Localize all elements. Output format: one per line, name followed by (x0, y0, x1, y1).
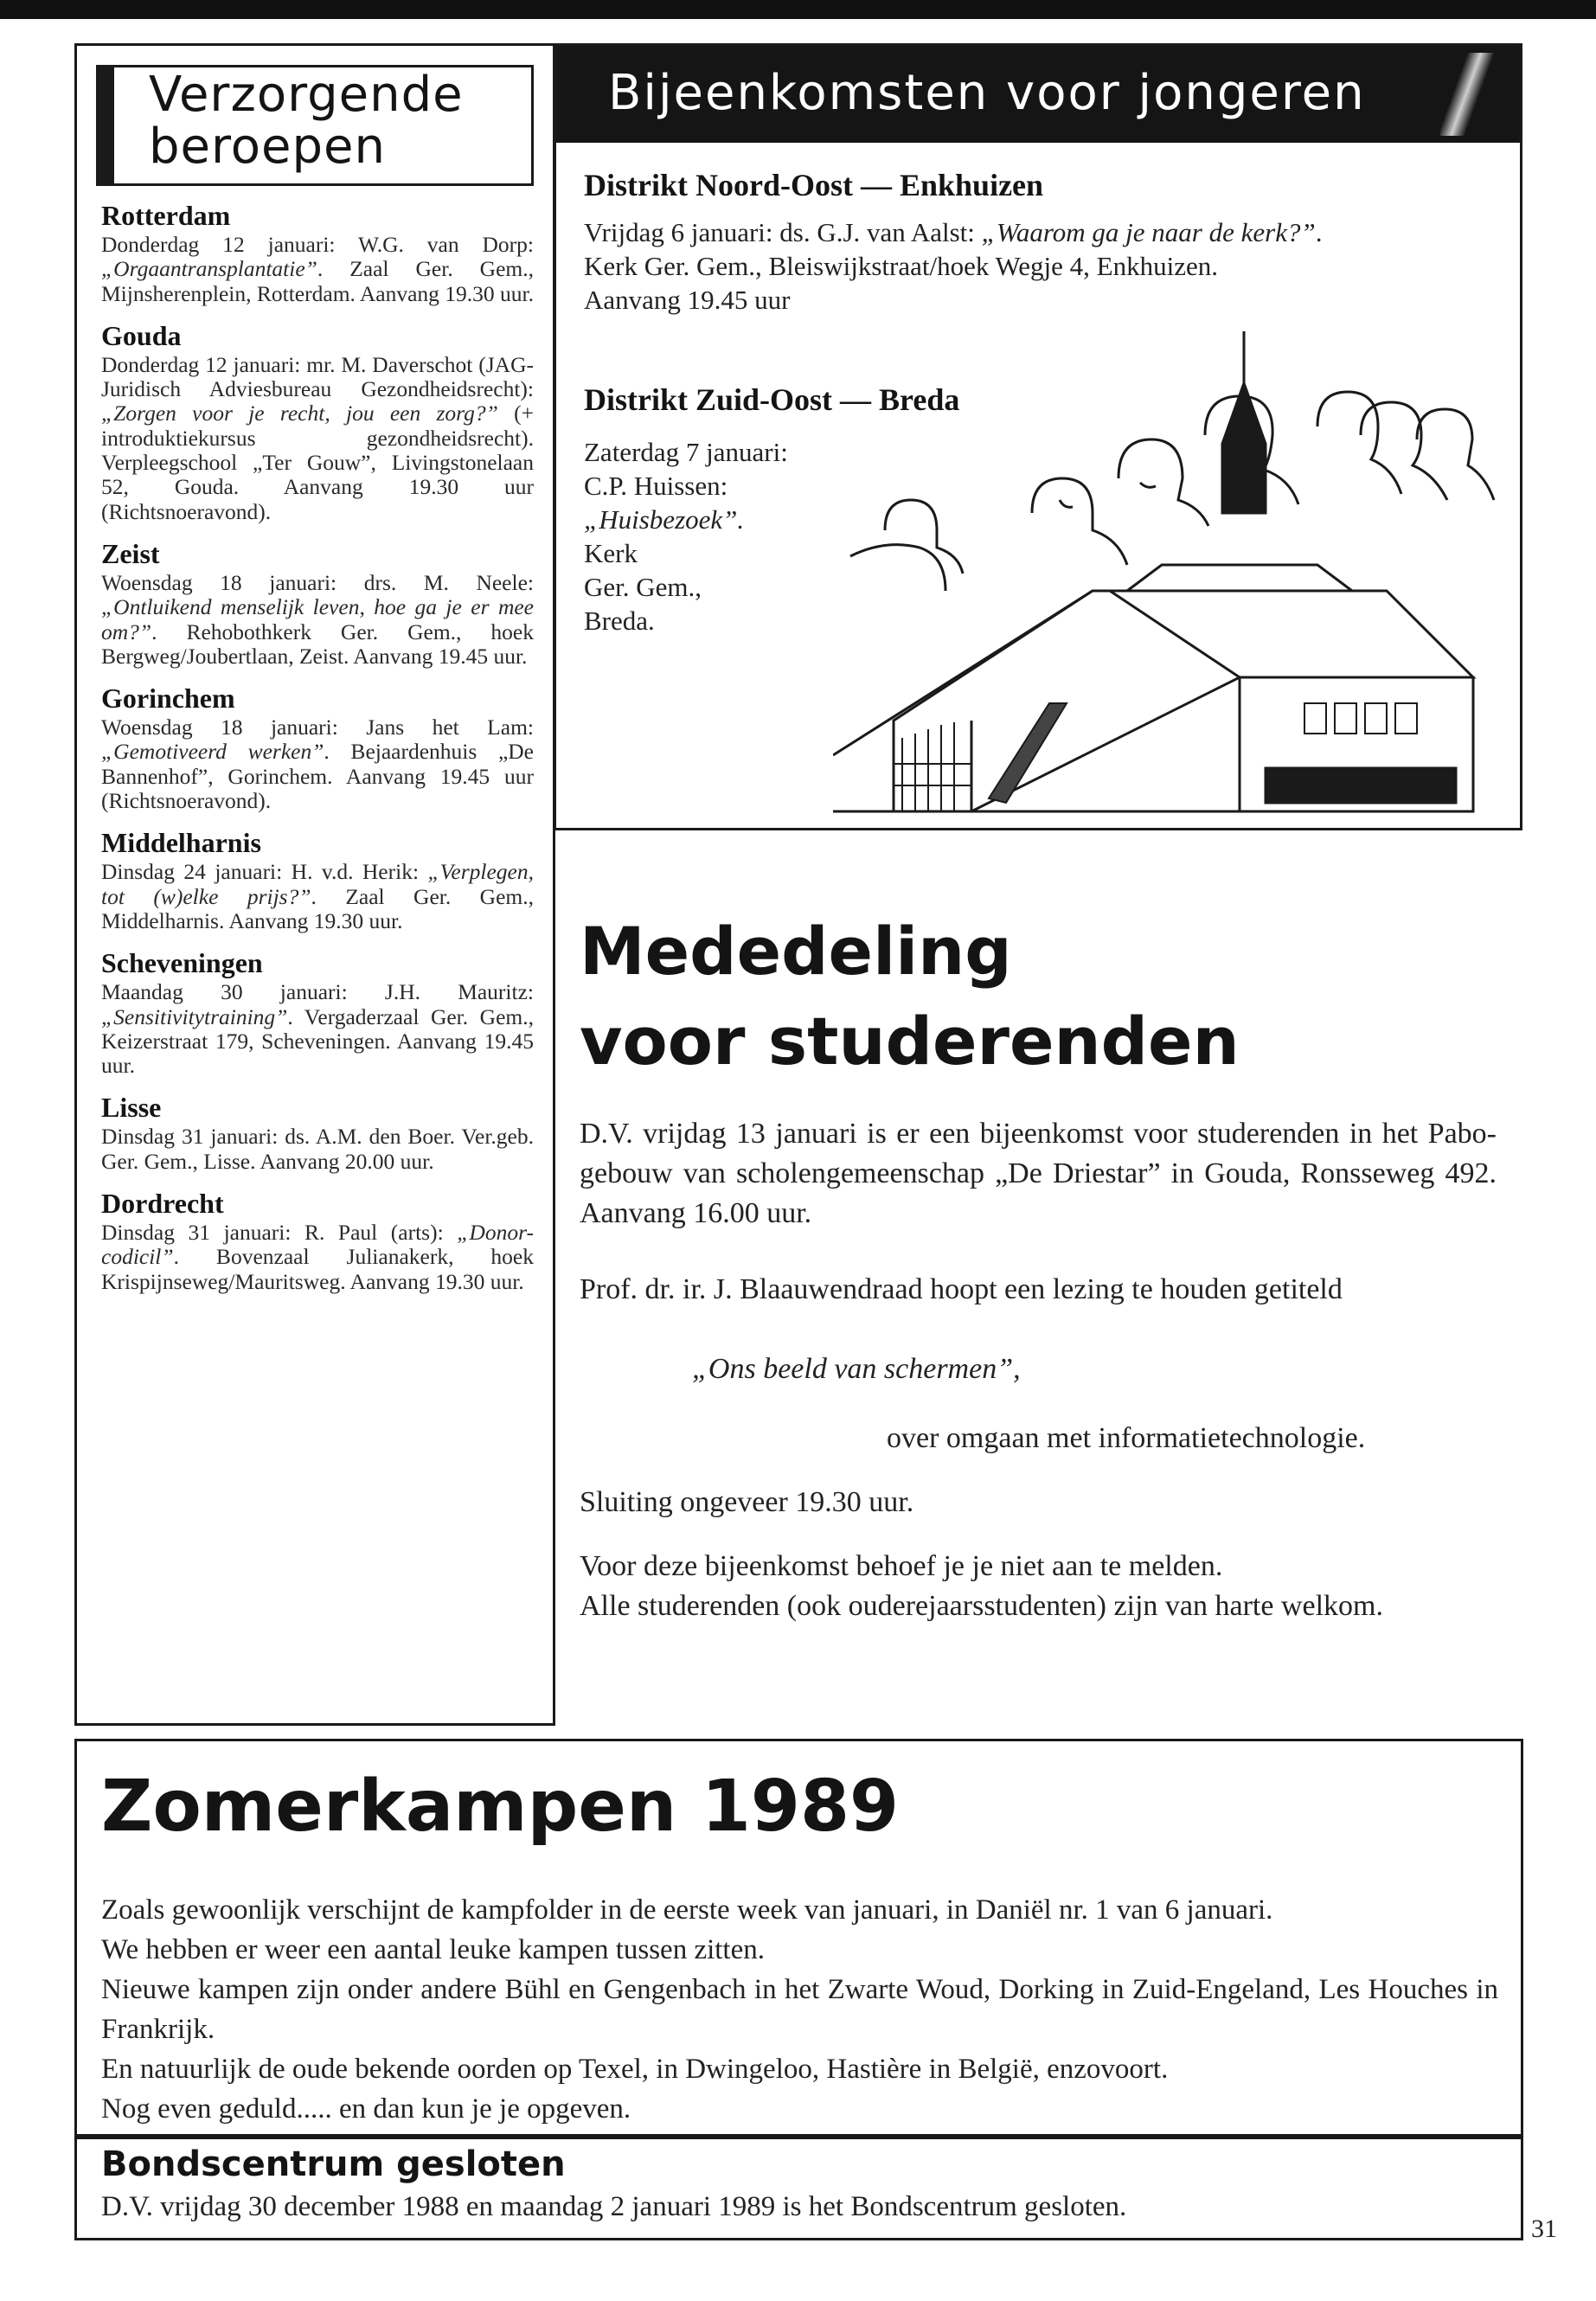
mededeling-title-line2: voor studerenden (580, 1003, 1240, 1080)
verzorgende-event-list (101, 198, 534, 1294)
event-location: . Bejaardenhuis „De Bannenhof”, Gorinchem. Aanvang 19.45 uur (Richtsnoeravond). (101, 739, 535, 814)
event-location: (+ introduktiekursus gezondheidsrecht). Verpleegschool „Ter Gouw”, Livingstonelaan 52, Gouda. Aanvang 19.30 uur (Richtsnoeravond). (101, 401, 534, 524)
bondscentrum-section (74, 2137, 1523, 2240)
verzorgende-title-line1: Verzorgende (149, 67, 464, 123)
church-steeple (1222, 331, 1266, 513)
verzorgende-beroepen-section (74, 43, 555, 1726)
event-details (101, 715, 534, 813)
noord-oost-punct: . (1315, 217, 1323, 247)
bijeenkomsten-section (554, 43, 1522, 830)
noord-oost-date-speaker: Vrijdag 6 januari: ds. G.J. van Aalst: (584, 217, 982, 247)
event-details (101, 233, 534, 306)
zuid-oost-loc3: Breda. (584, 606, 655, 636)
event-date-speaker: Donderdag 12 januari: W.G. van Dorp: (101, 232, 534, 257)
church-illustration (833, 331, 1508, 816)
verzorgende-title-box (96, 65, 534, 186)
zomerkampen-paragraph-1: Zoals gewoonlijk verschijnt de kampfolder in de eerste week van januari, in Daniël nr. 1 van 6 januari. (101, 1894, 1273, 1926)
zomerkampen-paragraph-4: En natuurlijk de oude bekende oorden op Texel, in Dwingeloo, Hastière in België, enzovoort. (101, 2054, 1169, 2085)
mededeling-closing-time: Sluiting ongeveer 19.30 uur. (580, 1486, 914, 1518)
event-date-speaker: Woensdag 18 januari: Jans het Lam: (101, 715, 534, 740)
event-city: Rotterdam (101, 200, 231, 231)
zuid-oost-speaker: C.P. Huissen: (584, 471, 728, 501)
event-city: Gorinchem (101, 683, 235, 715)
event-topic: „Zorgen voor je recht, jou een zorg?” (101, 401, 498, 426)
event-details (101, 1221, 534, 1294)
event-date-speaker: Dinsdag 31 januari: ds. A.M. den Boer. Ver.geb. Ger. Gem., Lisse. Aanvang 20.00 uur. (101, 1124, 534, 1174)
title-box-bar (99, 67, 114, 183)
event-date-speaker: Woensdag 18 januari: drs. M. Neele: (101, 569, 534, 595)
zuid-oost-loc1: Kerk (584, 538, 638, 568)
mededeling-paragraph-1: D.V. vrijdag 13 januari is er een bijeenkomst voor studerenden in het Pabo-gebouw van scholengemeenschap „De Driestar” in Gouda, Ronsseweg 492. Aanvang 16.00 uur. (580, 1118, 1497, 1229)
noord-oost-line1 (584, 215, 1501, 249)
event-date-speaker: Dinsdag 24 januari: H. v.d. Herik: (101, 859, 428, 885)
district-noord-oost: Distrikt Noord-Oost — Enkhuizen (584, 168, 1044, 202)
noord-oost-time: Aanvang 19.45 uur (584, 285, 791, 315)
mededeling-title-line1: Mededeling (580, 913, 1012, 990)
event-city: Gouda (101, 319, 182, 351)
event-location: . Zaal Ger. Gem., Middelharnis. Aanvang 19.30 uur. (101, 883, 534, 933)
zuid-oost-date: Zaterdag 7 januari: (584, 437, 788, 467)
event-topic: „Orgaantransplantatie” (101, 256, 317, 282)
mededeling-title (580, 907, 1240, 1086)
zomerkampen-paragraph-2: We hebben er weer een aantal leuke kampen tussen zitten. (101, 1934, 765, 1965)
mededeling-paragraph-4a: Voor deze bijeenkomst behoef je je niet aan te melden. (580, 1550, 1223, 1582)
event-city: Scheveningen (101, 947, 263, 979)
church-building (833, 565, 1473, 811)
zomerkampen-section (74, 1739, 1523, 2137)
zuid-oost-topic: „Huisbezoek”. (584, 504, 745, 535)
page-number: 31 (1531, 2214, 1557, 2243)
event-details (101, 353, 534, 524)
noord-oost-details (584, 215, 1501, 317)
zuid-oost-loc2: Ger. Gem., (584, 572, 702, 602)
district-zuid-oost: Distrikt Zuid-Oost — Breda (584, 382, 960, 417)
event-topic: „Ontluikend menselijk leven, hoe ga je er mee om?” (101, 594, 534, 644)
event-details (101, 860, 534, 933)
event-location: . Zaal Ger. Gem., Mijnsherenplein, Rotterdam. Aanvang 19.30 uur. (101, 256, 535, 306)
event-topic: „Gemotiveerd werken” (101, 739, 324, 765)
event-city: Dordrecht (101, 1188, 224, 1220)
zomerkampen-paragraph-3: Nieuwe kampen zijn onder andere Bühl en Gengenbach in het Zwarte Woud, Dorking in Zuid-Engeland, Les Houches in Frankrijk. (101, 1974, 1498, 2045)
people-group-illustration (850, 392, 1494, 591)
bijeenkomsten-title: Bijeenkomsten voor jongeren (608, 65, 1366, 121)
lecture-title-text: „Ons beeld van schermen”, (692, 1353, 1021, 1385)
event-city: Middelharnis (101, 827, 261, 859)
mededeling-paragraph-2: Prof. dr. ir. J. Blaauwendraad hoopt een lezing te houden getiteld (580, 1273, 1343, 1305)
zuid-oost-details (584, 435, 861, 638)
noord-oost-topic: „Waarom ga je naar de kerk?” (981, 217, 1316, 247)
zomerkampen-paragraph-5: Nog even geduld..... en dan kun je je opgeven. (101, 2093, 631, 2125)
event-details (101, 1125, 534, 1174)
bondscentrum-text: D.V. vrijdag 30 december 1988 en maandag 2 januari 1989 is het Bondscentrum gesloten. (101, 2191, 1127, 2222)
event-city: Zeist (101, 537, 160, 569)
bondscentrum-title: Bondscentrum gesloten (101, 2144, 566, 2184)
mededeling-section (554, 829, 1522, 1726)
mededeling-paragraph-4b: Alle studerenden (ook ouderejaarsstudenten) zijn van harte welkom. (580, 1590, 1384, 1622)
event-topic: „Verplegen, tot (w)elke prijs?” (101, 859, 534, 909)
event-location: . Bovenzaal Julianakerk, hoek Krispijnseweg/Mauritsweg. Aanvang 19.30 uur. (101, 1244, 534, 1294)
event-date-speaker: Donderdag 12 januari: mr. M. Daverschot (JAG-Juridisch Adviesbureau Gezondheidsrecht): (101, 351, 534, 402)
event-city: Lisse (101, 1092, 162, 1124)
event-location: . Rehobothkerk Ger. Gem., hoek Bergweg/Joubertlaan, Zeist. Aanvang 19.45 uur. (101, 619, 534, 669)
lecture-subject: over omgaan met informatietechnologie. (887, 1422, 1366, 1454)
noord-oost-location: Kerk Ger. Gem., Bleiswijkstraat/hoek Wegje 4, Enkhuizen. (584, 251, 1218, 281)
verzorgende-title (149, 69, 464, 173)
zomerkampen-title: Zomerkampen 1989 (101, 1766, 900, 1848)
event-date-speaker: Maandag 30 januari: J.H. Mauritz: (101, 979, 534, 1005)
event-details (101, 571, 534, 669)
event-location: . Vergaderzaal Ger. Gem., Keizerstraat 179, Scheveningen. Aanvang 19.45 uur. (101, 1003, 534, 1079)
event-topic: „Donor-codicil” (101, 1220, 534, 1270)
top-edge-bar (0, 0, 1596, 19)
verzorgende-title-line2: beroepen (149, 119, 386, 175)
lecture-title (692, 1349, 1021, 1389)
event-date-speaker: Dinsdag 31 januari: R. Paul (arts): (101, 1220, 458, 1246)
event-details (101, 980, 534, 1078)
event-topic: „Sensitivitytraining” (101, 1003, 288, 1029)
bijeenkomsten-header (556, 46, 1520, 143)
header-corner-stripe (1440, 53, 1501, 136)
